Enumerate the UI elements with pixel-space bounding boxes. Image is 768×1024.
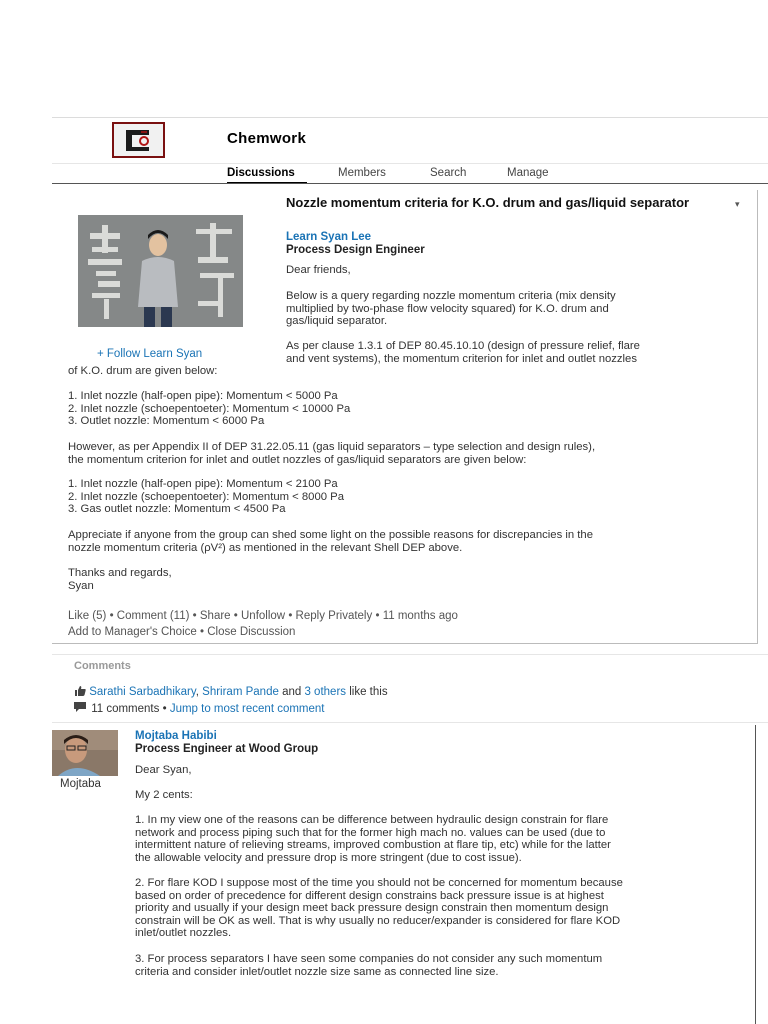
comments-heading: Comments [74,660,131,672]
likes-summary [74,685,388,699]
post-closing: Thanks and regards, Syan [68,567,172,592]
commenter-name-link[interactable]: Mojtaba Habibi [135,730,217,742]
tab-manage[interactable]: Manage [507,167,549,179]
thumbs-up-icon [74,685,86,699]
post-paragraph-2: As per clause 1.3.1 of DEP 80.45.10.10 (design of pressure relief, flare and vent systems), the momentum criterion for inlet and outlet nozzles [286,340,640,365]
top-divider [52,117,768,118]
commenter-avatar[interactable] [52,730,118,776]
liker-link[interactable]: Sarathi Sarbadhikary [89,686,196,698]
chevron-down-icon[interactable]: ▾ [735,199,740,209]
liker-link[interactable]: Shriram Pande [202,686,279,698]
separator: • [162,703,170,715]
tab-members[interactable]: Members [338,167,386,179]
comment-point-2: 2. For flare KOD I suppose most of the time you should not be concerned for momentum because based on order of precedence for different design constrains back pressure issue is at highest priority and usually if your design meet back pressure design constrain then momentum design constrain will be OK as well. That is why usually no reducer/expander is considered for flare KOD inlet/outlet nozzles. [135,877,623,940]
author-role: Process Design Engineer [286,244,425,256]
post-admin-row [68,626,295,638]
comments-top-divider [52,654,768,655]
comma: , [195,686,199,698]
comment-greeting: Dear Syan, [135,764,192,776]
comment-point-1: 1. In my view one of the reasons can be difference between hydraulic design constrain for flare network and process piping such that for the former high mach no. values can be used (due to intermittent nature of relieving streams, improved combustion at flare tip, etc) while for the latter the allowable velocity and pressure drop is more stringent (due to cost issue). [135,814,611,864]
separator: • [233,610,241,622]
group-name[interactable]: Chemwork [227,130,307,147]
tab-search[interactable]: Search [430,167,467,179]
separator: • [288,610,296,622]
others-link[interactable]: 3 others [304,686,347,698]
post-paragraph-2-end: of K.O. drum are given below: [68,365,218,377]
post-paragraph-1: Below is a query regarding nozzle momentum criteria (mix density multiplied by two-phase flow velocity squared) for K.O. drum and gas/liquid separator. [286,290,616,328]
post-border-right [757,190,758,644]
separator: • [109,610,117,622]
commenter-username[interactable]: Mojtaba [60,778,101,790]
comment-intro: My 2 cents: [135,789,193,801]
header-divider [52,163,768,164]
separator: • [199,626,208,638]
post-paragraph-4: Appreciate if anyone from the group can shed some light on the possible reasons for discrepancies in the nozzle momentum criteria (ρV²) as mentioned in the relevant Shell DEP above. [68,529,593,554]
tab-discussions[interactable]: Discussions [227,167,295,179]
jump-to-recent-link[interactable]: Jump to most recent comment [169,703,325,715]
comment-count: 11 comments [91,703,160,715]
group-logo[interactable] [112,122,165,158]
discussion-title: Nozzle momentum criteria for K.O. drum and gas/liquid separator [286,195,690,210]
like-suffix: like this [349,686,388,698]
author-name-link[interactable]: Learn Syan Lee [286,231,372,243]
comment-divider [52,722,768,723]
unfollow-link[interactable]: Unfollow [241,610,286,622]
separator: • [192,610,200,622]
post-timestamp: 11 months ago [382,610,458,622]
comment-border-right [755,725,756,1024]
like-link[interactable]: Like (5) [68,610,107,622]
follow-author-link[interactable]: + Follow Learn Syan [97,348,203,360]
post-list-2: 1. Inlet nozzle (half-open pipe): Momentum < 2100 Pa 2. Inlet nozzle (schoepentoeter): Momentum < 8000 Pa 3. Gas outlet nozzle: Momentum < 4500 Pa [68,478,344,516]
managers-choice-link[interactable]: Add to Manager's Choice [68,626,197,638]
commenter-role: Process Engineer at Wood Group [135,743,319,755]
tabs-divider [52,183,768,184]
and-text: and [282,686,302,698]
comment-point-3: 3. For process separators I have seen some companies do not consider any such momentum criteria and consider inlet/outlet nozzle size same as connected line size. [135,953,603,978]
post-paragraph-3: However, as per Appendix II of DEP 31.22.05.11 (gas liquid separators – type selection and design rules), the momentum criterion for inlet and outlet nozzles of gas/liquid separators are given below: [68,441,596,466]
speech-bubble-icon [74,702,88,716]
author-photo[interactable] [78,215,243,327]
separator: • [375,610,383,622]
post-border-bottom [52,643,758,644]
post-greeting: Dear friends, [286,264,351,276]
share-link[interactable]: Share [199,610,231,622]
comment-link[interactable]: Comment (11) [116,610,190,622]
comments-summary [74,702,325,716]
close-discussion-link[interactable]: Close Discussion [207,626,296,638]
post-actions-row [68,610,458,622]
reply-privately-link[interactable]: Reply Privately [295,610,373,622]
post-list-1: 1. Inlet nozzle (half-open pipe): Momentum < 5000 Pa 2. Inlet nozzle (schoepentoeter): Momentum < 10000 Pa 3. Outlet nozzle: Momentum < 6000 Pa [68,390,351,428]
